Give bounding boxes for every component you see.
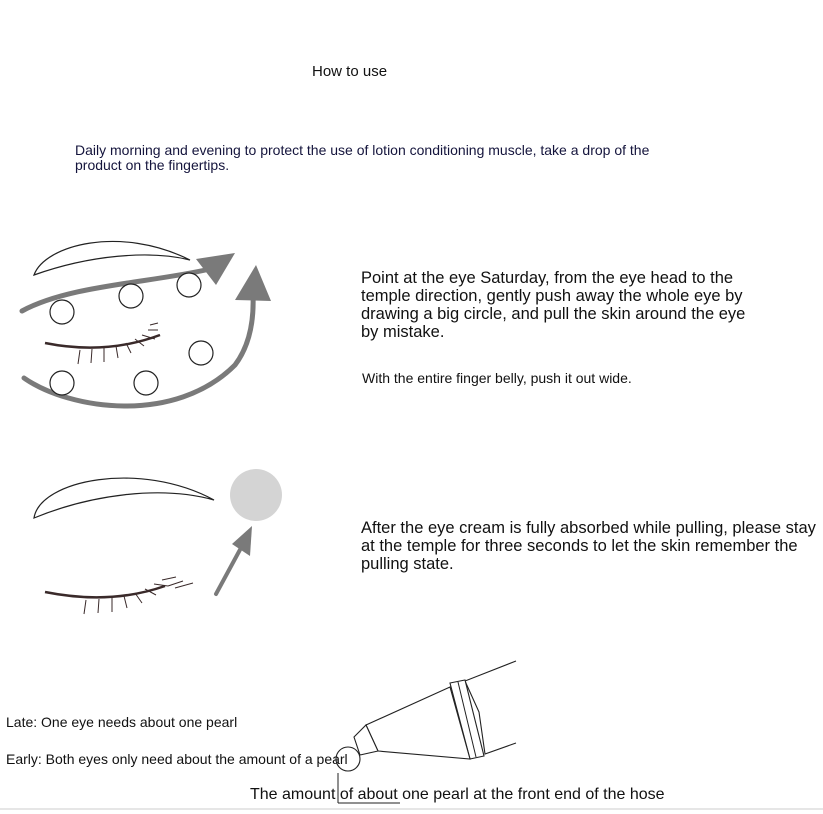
eye-temple-press-illustration: [0, 460, 300, 630]
eye-massage-circle-illustration: [0, 225, 290, 425]
intro-text: Daily morning and evening to protect the use of lotion conditioning muscle, take a drop of the product on the fingertips.: [75, 142, 650, 173]
massage-point: [119, 284, 143, 308]
eyelash-strands: [84, 577, 193, 614]
massage-point: [134, 371, 158, 395]
bottom-divider: [0, 808, 823, 810]
step-2-text: After the eye cream is fully absorbed while pulling, please stay at the temple for three seconds to let the skin remember the pulling state.: [361, 519, 816, 573]
step-1-text: Point at the eye Saturday, from the eye head to the temple direction, gently push away the whole eye by drawing a big circle, and pull the skin around the eye by mistake.: [361, 269, 746, 341]
cream-tube-illustration: [330, 655, 530, 805]
eyebrow-shape: [34, 241, 190, 275]
massage-point: [177, 273, 201, 297]
eyelash-strands: [78, 323, 158, 364]
amount-late-text: Late: One eye needs about one pearl: [6, 714, 238, 730]
massage-point: [50, 371, 74, 395]
eyebrow-shape: [34, 478, 214, 518]
circle-arrowhead: [235, 265, 271, 301]
massage-point: [50, 300, 74, 324]
temple-arrowhead: [232, 526, 252, 556]
page-title: How to use: [312, 63, 388, 80]
step-1-note: With the entire finger belly, push it out wide.: [362, 370, 632, 386]
amount-early-text: Early: Both eyes only need about the amount of a pearl: [6, 751, 348, 767]
massage-point: [189, 341, 213, 365]
temple-press-point: [230, 469, 282, 521]
temple-arrow-line: [216, 546, 242, 594]
tube-caption: The amount of about one pearl at the front end of the hose: [250, 786, 665, 803]
eyelid-line: [45, 586, 165, 597]
